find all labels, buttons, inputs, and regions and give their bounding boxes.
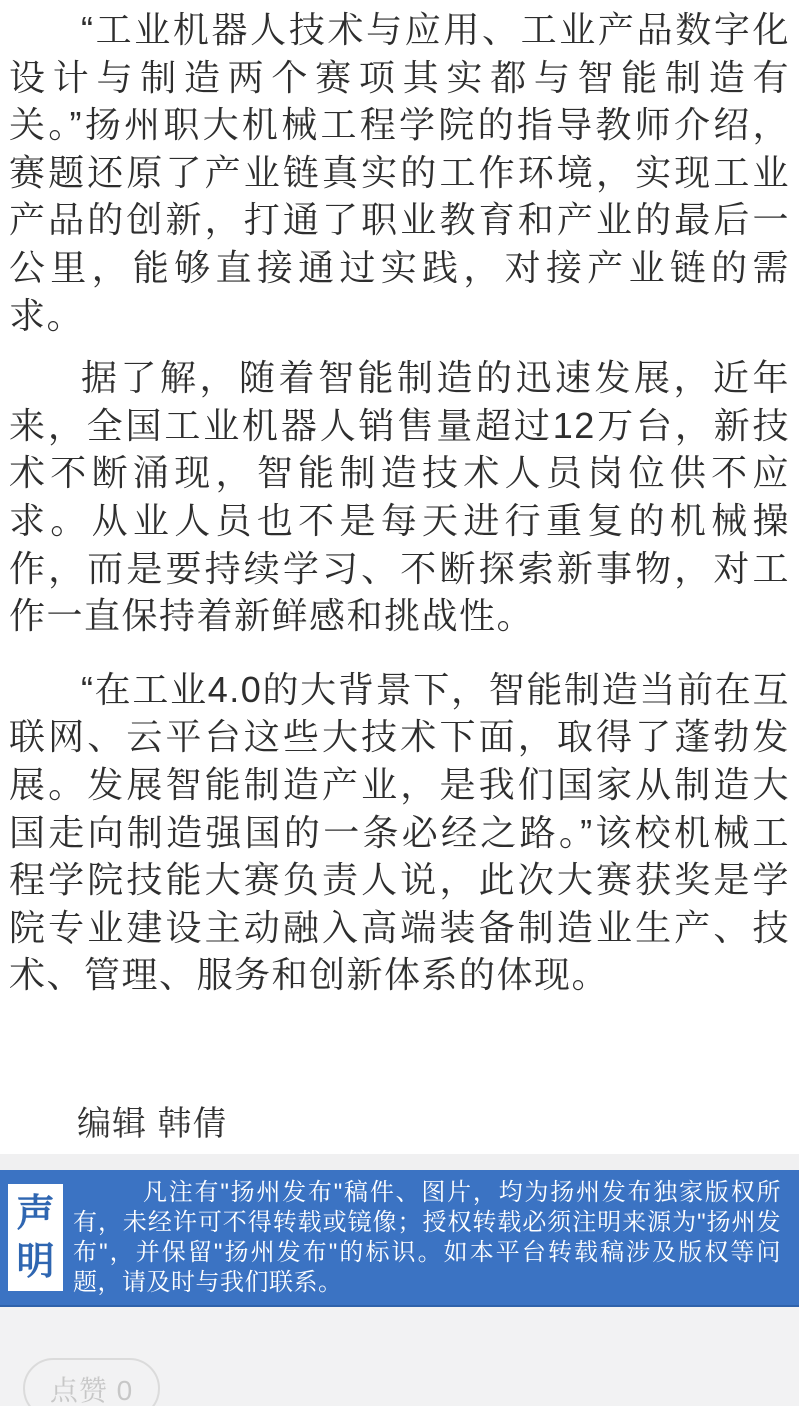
like-button[interactable] [23,1358,160,1406]
editor-credit: 编辑 韩倩 [77,1104,228,1143]
article-paragraph: “在工业4.0的大背景下，智能制造当前在互联网、云平台这些大技术下面，取得了蓬勃发展。发展智能制造产业，是我们国家从制造大国走向制造强国的一条必经之路。”该校机械工程学院技能大赛负责人说，此次大赛获奖是学院专业建设主动融入高端装备制造业生产、技术、管理、服务和创新体系的体现。 [9,668,790,996]
article-paragraph: “工业机器人技术与应用、工业产品数字化设计与制造两个赛项其实都与智能制造有关。”扬州职大机械工程学院的指导教师介绍，赛题还原了产业链真实的工作环境，实现工业产品的创新，打通了职业教育和产业的最后一公里，能够直接通过实践，对接产业链的需求。 [9,9,790,336]
article-paragraph: 据了解，随着智能制造的迅速发展，近年来，全国工业机器人销售量超过12万台，新技术不断涌现，智能制造技术人员岗位供不应求。从业人员也不是每天进行重复的机械操作，而是要持续学习、不断探索新事物，对工作一直保持着新鲜感和挑战性。 [9,357,790,637]
like-button-label: 点赞 0 [49,1374,134,1406]
disclaimer-label-char: 明 [16,1240,55,1283]
page-footer [0,1307,799,1406]
divider-band [0,1154,799,1170]
disclaimer-label-char: 声 [16,1192,55,1235]
disclaimer-text: 凡注有"扬州发布"稿件、图片，均为扬州发布独家版权所有，未经许可不得转载或镜像；授权转载必须注明来源为"扬州发布"，并保留"扬州发布"的标识。如本平台转载稿涉及版权等问题，请及时与我们联系。 [73,1178,781,1296]
disclaimer-label-box [8,1184,63,1291]
disclaimer-banner [0,1170,799,1307]
